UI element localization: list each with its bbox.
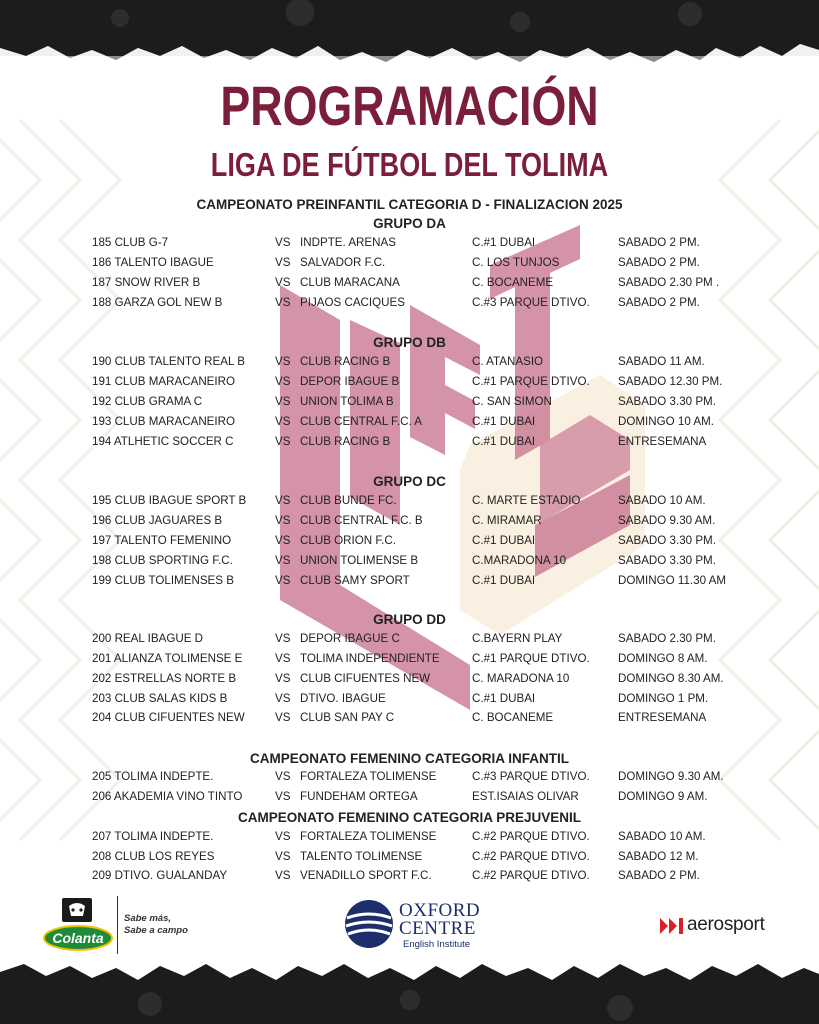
- group-title: GRUPO DD: [373, 612, 446, 627]
- championship-title: CAMPEONATO FEMENINO CATEGORIA INFANTIL: [250, 751, 569, 766]
- vs-label: VS: [275, 770, 291, 783]
- venue: C.#1 DUBAI: [472, 435, 536, 448]
- venue: C.#2 PARQUE DTIVO.: [472, 869, 590, 882]
- away-team: FUNDEHAM ORTEGA: [300, 790, 418, 803]
- home-team: 208 CLUB LOS REYES: [92, 850, 215, 863]
- torn-paper-top: [0, 0, 819, 70]
- venue: C.#1 PARQUE DTIVO.: [472, 375, 590, 388]
- home-team: 187 SNOW RIVER B: [92, 276, 201, 289]
- match-time: DOMINGO 10 AM.: [618, 415, 714, 428]
- away-team: CLUB RACING B: [300, 355, 391, 368]
- away-team: CLUB ORION F.C.: [300, 534, 396, 547]
- vs-label: VS: [275, 554, 291, 567]
- vs-label: VS: [275, 415, 291, 428]
- away-team: VENADILLO SPORT F.C.: [300, 869, 432, 882]
- home-team: 195 CLUB IBAGUE SPORT B: [92, 494, 247, 507]
- home-team: 194 ATLHETIC SOCCER C: [92, 435, 234, 448]
- home-team: 199 CLUB TOLIMENSES B: [92, 574, 234, 587]
- venue: C. LOS TUNJOS: [472, 256, 560, 269]
- match-row: [0, 375, 819, 391]
- colanta-badge-icon: [42, 898, 114, 952]
- match-time: SABADO 9.30 AM.: [618, 514, 716, 527]
- match-time: ENTRESEMANA: [618, 435, 707, 448]
- venue: C. MARADONA 10: [472, 672, 570, 685]
- venue: EST.ISAIAS OLIVAR: [472, 790, 579, 803]
- match-row: [0, 574, 819, 590]
- home-team: 203 CLUB SALAS KIDS B: [92, 692, 228, 705]
- vs-label: VS: [275, 375, 291, 388]
- vs-label: VS: [275, 632, 291, 645]
- match-row: [0, 435, 819, 451]
- away-team: TALENTO TOLIMENSE: [300, 850, 423, 863]
- home-team: 185 CLUB G-7: [92, 236, 169, 249]
- match-time: SABADO 2 PM.: [618, 256, 700, 269]
- home-team: 204 CLUB CIFUENTES NEW: [92, 711, 245, 724]
- home-team: 192 CLUB GRAMA C: [92, 395, 203, 408]
- away-team: SALVADOR F.C.: [300, 256, 386, 269]
- vs-label: VS: [275, 850, 291, 863]
- home-team: 186 TALENTO IBAGUE: [92, 256, 214, 269]
- championship-title: CAMPEONATO FEMENINO CATEGORIA PREJUVENIL: [237, 810, 582, 825]
- match-row: [0, 850, 819, 866]
- away-team: DEPOR IBAGUE C: [300, 632, 400, 645]
- vs-label: VS: [275, 276, 291, 289]
- colanta-wordmark: Colanta: [52, 930, 104, 946]
- centre-name: CENTRE: [399, 918, 476, 939]
- home-team: 207 TOLIMA INDEPTE.: [92, 830, 214, 843]
- match-row: [0, 355, 819, 371]
- away-team: CLUB BUNDE FC.: [300, 494, 397, 507]
- match-row: [0, 711, 819, 727]
- oxford-name: OXFORD: [399, 900, 481, 921]
- vs-label: VS: [275, 672, 291, 685]
- vs-label: VS: [275, 711, 291, 724]
- match-row: [0, 395, 819, 411]
- venue: C. MARTE ESTADIO: [472, 494, 581, 507]
- match-row: [0, 494, 819, 510]
- group-title: GRUPO DC: [373, 474, 446, 489]
- match-row: [0, 652, 819, 668]
- match-row: [0, 534, 819, 550]
- match-time: SABADO 2 PM.: [618, 869, 700, 882]
- venue: C.MARADONA 10: [472, 554, 567, 567]
- venue: C.#3 PARQUE DTIVO.: [472, 296, 590, 309]
- vs-label: VS: [275, 534, 291, 547]
- away-team: CLUB RACING B: [300, 435, 391, 448]
- away-team: DEPOR IBAGUE B: [300, 375, 400, 388]
- away-team: INDPTE. ARENAS: [300, 236, 396, 249]
- match-row: [0, 236, 819, 252]
- colanta-logo: [42, 896, 192, 958]
- match-time: ENTRESEMANA: [618, 711, 707, 724]
- vs-label: VS: [275, 790, 291, 803]
- away-team: TOLIMA INDEPENDIENTE: [300, 652, 440, 665]
- vs-label: VS: [275, 395, 291, 408]
- oxford-subtitle: English Institute: [403, 939, 471, 950]
- home-team: 200 REAL IBAGUE D: [92, 632, 204, 645]
- home-team: 198 CLUB SPORTING F.C.: [92, 554, 233, 567]
- vs-label: VS: [275, 494, 291, 507]
- vs-label: VS: [275, 574, 291, 587]
- venue: C. ATANASIO: [472, 355, 544, 368]
- match-time: SABADO 12.30 PM.: [618, 375, 723, 388]
- home-team: 209 DTIVO. GUALANDAY: [92, 869, 228, 882]
- match-row: [0, 256, 819, 272]
- home-team: 188 GARZA GOL NEW B: [92, 296, 223, 309]
- match-time: SABADO 2 PM.: [618, 236, 700, 249]
- page-title: PROGRAMACIÓN: [220, 74, 599, 137]
- venue: C. BOCANEME: [472, 711, 554, 724]
- match-time: SABADO 2.30 PM.: [618, 632, 716, 645]
- match-time: SABADO 11 AM.: [618, 355, 705, 368]
- aerosport-arrows-icon: [660, 918, 686, 934]
- away-team: CLUB CENTRAL F.C. A: [300, 415, 422, 428]
- venue: C. SAN SIMON: [472, 395, 552, 408]
- colanta-tagline-line1: Sabe más,: [124, 913, 171, 924]
- match-row: [0, 296, 819, 312]
- away-team: CLUB CIFUENTES NEW: [300, 672, 431, 685]
- away-team: CLUB SAMY SPORT: [300, 574, 410, 587]
- match-row: [0, 632, 819, 648]
- vs-label: VS: [275, 692, 291, 705]
- home-team: 206 AKADEMIA VINO TINTO: [92, 790, 243, 803]
- match-time: SABADO 10 AM.: [618, 830, 706, 843]
- away-team: FORTALEZA TOLIMENSE: [300, 770, 437, 783]
- home-team: 197 TALENTO FEMENINO: [92, 534, 232, 547]
- match-time: SABADO 2 PM.: [618, 296, 700, 309]
- vs-label: VS: [275, 296, 291, 309]
- away-team: FORTALEZA TOLIMENSE: [300, 830, 437, 843]
- venue: C.#1 PARQUE DTIVO.: [472, 652, 590, 665]
- match-row: [0, 514, 819, 530]
- match-row: [0, 830, 819, 846]
- home-team: 205 TOLIMA INDEPTE.: [92, 770, 214, 783]
- venue: C.#1 DUBAI: [472, 574, 536, 587]
- venue: C. MIRAMAR: [472, 514, 542, 527]
- match-time: DOMINGO 1 PM.: [618, 692, 709, 705]
- venue: C.#2 PARQUE DTIVO.: [472, 830, 590, 843]
- aerosport-logo: [660, 914, 790, 940]
- match-time: SABADO 12 M.: [618, 850, 699, 863]
- away-team: CLUB MARACANA: [300, 276, 400, 289]
- venue: C.#1 DUBAI: [472, 692, 536, 705]
- venue: C.#2 PARQUE DTIVO.: [472, 850, 590, 863]
- away-team: DTIVO. IBAGUE: [300, 692, 386, 705]
- aerosport-wordmark: aerosport: [687, 914, 765, 935]
- vs-label: VS: [275, 236, 291, 249]
- venue: C.#1 DUBAI: [472, 415, 536, 428]
- match-row: [0, 790, 819, 806]
- match-time: SABADO 3.30 PM.: [618, 534, 716, 547]
- home-team: 193 CLUB MARACANEIRO: [92, 415, 236, 428]
- venue: C.#1 DUBAI: [472, 534, 536, 547]
- group-title: GRUPO DB: [373, 335, 446, 350]
- home-team: 196 CLUB JAGUARES B: [92, 514, 223, 527]
- home-team: 190 CLUB TALENTO REAL B: [92, 355, 245, 368]
- group-title: GRUPO DA: [373, 216, 446, 231]
- colanta-tagline-line2: Sabe a campo: [124, 925, 188, 936]
- match-row: [0, 770, 819, 786]
- away-team: CLUB SAN PAY C: [300, 711, 395, 724]
- torn-paper-bottom: [0, 952, 819, 1024]
- home-team: 191 CLUB MARACANEIRO: [92, 375, 236, 388]
- vs-label: VS: [275, 435, 291, 448]
- vs-label: VS: [275, 514, 291, 527]
- oxford-globe-icon: [343, 898, 395, 950]
- home-team: 201 ALIANZA TOLIMENSE E: [92, 652, 243, 665]
- venue: C.BAYERN PLAY: [472, 632, 563, 645]
- match-time: DOMINGO 9.30 AM.: [618, 770, 724, 783]
- vs-label: VS: [275, 830, 291, 843]
- venue: C. BOCANEME: [472, 276, 554, 289]
- match-time: SABADO 3.30 PM.: [618, 554, 716, 567]
- match-row: [0, 554, 819, 570]
- vs-label: VS: [275, 652, 291, 665]
- match-time: SABADO 10 AM.: [618, 494, 706, 507]
- match-time: DOMINGO 8.30 AM.: [618, 672, 724, 685]
- match-time: DOMINGO 11.30 AM: [618, 574, 727, 587]
- match-row: [0, 415, 819, 431]
- vs-label: VS: [275, 355, 291, 368]
- match-row: [0, 692, 819, 708]
- vs-label: VS: [275, 256, 291, 269]
- match-row: [0, 869, 819, 885]
- away-team: UNION TOLIMA B: [300, 395, 394, 408]
- away-team: CLUB CENTRAL F.C. B: [300, 514, 423, 527]
- match-time: SABADO 3.30 PM.: [618, 395, 716, 408]
- away-team: UNION TOLIMENSE B: [300, 554, 419, 567]
- match-row: [0, 276, 819, 292]
- venue: C.#1 DUBAI: [472, 236, 536, 249]
- match-row: [0, 672, 819, 688]
- away-team: PIJAOS CACIQUES: [300, 296, 406, 309]
- venue: C.#3 PARQUE DTIVO.: [472, 770, 590, 783]
- championship-title: CAMPEONATO PREINFANTIL CATEGORIA D - FINALIZACION 2025: [196, 197, 623, 212]
- vs-label: VS: [275, 869, 291, 882]
- match-time: SABADO 2.30 PM .: [618, 276, 720, 289]
- oxford-centre-logo: [343, 898, 493, 958]
- match-time: DOMINGO 9 AM.: [618, 790, 708, 803]
- page-subtitle: LIGA DE FÚTBOL DEL TOLIMA: [210, 146, 609, 183]
- match-time: DOMINGO 8 AM.: [618, 652, 708, 665]
- home-team: 202 ESTRELLAS NORTE B: [92, 672, 237, 685]
